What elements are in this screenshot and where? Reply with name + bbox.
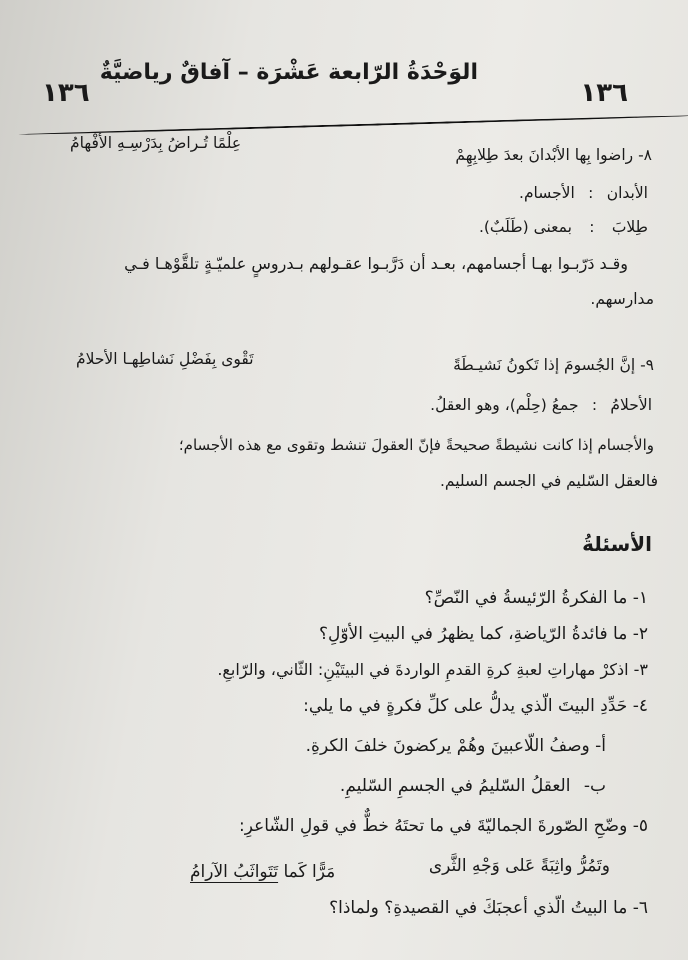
verse-9-first: [453, 356, 654, 374]
question-number: ٢-: [632, 624, 648, 644]
question-6: [329, 898, 648, 918]
question-text: وضّحِ الصّورةَ الجماليّةَ في ما تحتَهُ خطٌّ في قولِ الشّاعرِ:: [238, 816, 628, 836]
gloss-ahlam: [430, 396, 652, 414]
verse-8-first: [455, 146, 652, 164]
explanation-9-line1: والأجسام إذا كانت نشيطةً صحيحةً فإنّ العقولَ تنشط وتقوى مع هذه الأجسام؛: [178, 436, 654, 454]
question-5: [239, 816, 648, 836]
gloss-separator: :: [589, 218, 595, 236]
page-number-left: ١٣٦: [42, 78, 90, 108]
gloss-meaning: الأجسام.: [519, 184, 575, 202]
verse-9-number: ٩-: [640, 356, 654, 374]
question-number: ١-: [632, 588, 648, 608]
question-4-item-b: [340, 776, 606, 796]
question-text: ما البيتُ الّذي أعجبَكَ في القصيدةِ؟ ولماذا؟: [329, 898, 628, 918]
question-text: اذكرْ مهاراتِ لعبةِ كرةِ القدمِ الواردةَ في البيتَيْنِ: الثّاني، والرّابعِ.: [217, 660, 629, 679]
gloss-abdan: [519, 184, 648, 202]
verse-9-second-hemistich: تَقْوى بِفَضْلِ نَشاطِهـا الأحلامُ: [76, 350, 254, 368]
page-number-right: ١٣٦: [580, 78, 628, 108]
gloss-meaning: جمعُ (حِلْم)، وهو العقلُ.: [430, 396, 579, 414]
item-letter: ب-: [583, 776, 606, 796]
verse-9-first-hemistich: إنَّ الجُسومَ إذا تَكونُ نَشيـطَةً: [453, 356, 636, 374]
explanation-9-line2: فالعقل السّليم في الجسم السليم.: [439, 472, 658, 490]
item-text: وصفُ اللّاعبينَ وهُمْ يركضونَ خلفَ الكرةِ.: [305, 736, 590, 756]
item-text: العقلُ السّليمُ في الجسمِ السّليمِ.: [339, 776, 571, 796]
verse-8-first-hemistich: راضوا بِها الأبْدانَ بعدَ طِلابِهِمْ: [455, 146, 634, 164]
gloss-separator: :: [591, 396, 598, 414]
gloss-meaning: بمعنى (طَلَبٌ).: [478, 218, 572, 236]
question-2: [319, 624, 648, 644]
header-rule: [18, 115, 688, 136]
gloss-word: طِلابَ: [611, 218, 648, 236]
question-4: [303, 696, 648, 716]
gloss-word: الأحلامُ: [610, 396, 652, 414]
explanation-8-line1: وقـد دَرّبـوا بهـا أجسامهم، بعـد أن دَرَّبـوا عقـولهم بـدروسٍ علميّـةٍ تلقَّوْهـا فـي: [124, 254, 628, 273]
item-letter: أ-: [595, 736, 606, 756]
question-4-item-a: [306, 736, 606, 756]
questions-heading: الأسئلةُ: [582, 532, 652, 556]
explanation-8-line2: مدارسهم.: [590, 290, 654, 308]
verse-underlined-part: تَتَواثَبُ الآرامُ: [190, 862, 279, 882]
question-number: ٤-: [632, 696, 648, 716]
verse-8-second-hemistich: عِلْمًا تُـراضُ بِدَرْسِـهِ الأفْهامُ: [70, 134, 242, 152]
question-text: حَدِّدِ البيتَ الّذي يدلُّ على كلِّ فكرةٍ في ما يلي:: [303, 696, 628, 716]
verse-8-number: ٨-: [638, 146, 652, 164]
question-text: ما الفكرةُ الرّئيسةُ في النّصِّ؟: [424, 588, 628, 608]
question-5-verse-second: [190, 862, 335, 882]
question-number: ٥-: [632, 816, 648, 836]
gloss-word: الأبدان: [606, 184, 648, 202]
question-5-verse-first: وتَمُرُّ واثِبَةً عَلى وَجْهِ الثَّرى: [428, 856, 610, 876]
question-1: [425, 588, 648, 608]
page-header-title: الوَحْدَةُ الرّابعة عَشْرَة – آفاقٌ رياضيَّةٌ: [99, 60, 478, 85]
gloss-separator: :: [588, 184, 594, 202]
verse-plain-part: مَرًّا كَما: [283, 862, 336, 882]
question-3: [217, 660, 648, 679]
question-text: ما فائدةُ الرّياضةِ، كما يظهرُ في البيتِ الأوّلِ؟: [318, 624, 628, 644]
question-number: ٣-: [633, 660, 648, 679]
question-number: ٦-: [632, 898, 648, 918]
gloss-tilab: [479, 218, 648, 236]
